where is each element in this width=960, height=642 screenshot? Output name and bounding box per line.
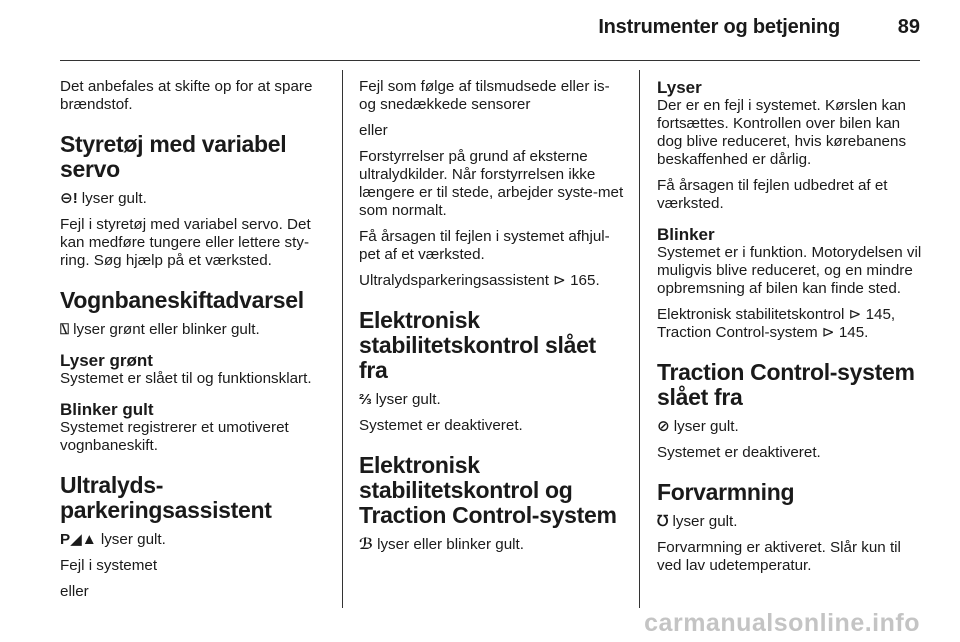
watermark: carmanualsonline.info: [644, 609, 920, 637]
tc-page-ref[interactable]: ⊳ 145.: [821, 324, 869, 341]
heading-blinks-yellow: Blinker gult: [60, 400, 154, 419]
servo-text: Fejl i styretøj med variabel servo. Det kan medføre tungere eller lettere sty-ring. Søg hjælp på et værksted.: [60, 216, 311, 269]
esc-ref-text: Elektronisk stabilitetskontrol: [657, 306, 845, 323]
intro-text: Det anbefales at skifte op for at spare brændstof.: [60, 78, 313, 113]
col2-p2: eller: [359, 122, 388, 139]
lane-status-line: [60, 321, 328, 339]
tc-status: lyser gult.: [673, 418, 739, 435]
green-text: Systemet er slået til og funktionsklart.: [60, 370, 312, 387]
column-2: [359, 78, 627, 562]
tc-status-line: [657, 418, 925, 436]
heading-lights-green: Lyser grønt: [60, 351, 153, 370]
col2-p4: Få årsagen til fejlen i systemet afhjul-pet af et værksted.: [359, 228, 610, 263]
preheat-icon: ᘮ: [657, 513, 669, 530]
park-assist-icon: P◢▲: [60, 531, 97, 548]
page-title: Instrumenter og betjening: [598, 16, 840, 38]
preheat-text: Forvarmning er aktiveret. Slår kun til ved lav udetemperatur.: [657, 539, 901, 574]
esc-tc-status-line: [359, 536, 627, 554]
blinks-p2: [657, 306, 925, 342]
heading-park-assist: Ultralyds-parkeringsassistent: [60, 472, 272, 523]
heading-lane-warning: Vognbaneskiftadvarsel: [60, 287, 304, 313]
traction-control-off-icon: ⊘: [657, 418, 670, 435]
servo-status-line: [60, 190, 328, 208]
heading-blinks: Blinker: [657, 225, 715, 244]
esc-page-ref[interactable]: ⊳ 145,: [848, 306, 896, 323]
esc-off-status: lyser gult.: [375, 391, 441, 408]
park-text-1: Fejl i systemet: [60, 557, 158, 574]
servo-status: lyser gult.: [81, 190, 147, 207]
heading-esc-off: Elektronisk stabilitetskontrol slået fra: [359, 307, 596, 383]
esc-off-status-line: [359, 391, 627, 409]
column-1: [60, 78, 328, 609]
esc-off-icon: ⅔: [359, 391, 372, 408]
blinks-p1: Systemet er i funktion. Motorydelsen vil muligvis blive reduceret, og en mindre opbremsning af bilen kan finde sted.: [657, 244, 922, 297]
preheat-status-line: [657, 513, 925, 531]
esc-off-text: Systemet er deaktiveret.: [359, 417, 523, 434]
tc-ref-text: Traction Control-system: [657, 324, 818, 341]
heading-preheat: Forvarmning: [657, 479, 795, 505]
lane-status: lyser grønt eller blinker gult.: [73, 321, 260, 338]
column-divider-1: [342, 70, 343, 608]
col2-p5: [359, 272, 627, 290]
blink-text: Systemet registrerer et umotiveret vognbaneskift.: [60, 419, 289, 454]
lights-p1: Der er en fejl i systemet. Kørslen kan fortsættes. Kontrollen over bilen kan dog blive reduceret, hvis kørebanens beskaffenhed er dårlig.: [657, 97, 907, 168]
park-ref-text: Ultralydsparkeringsassistent: [359, 272, 549, 289]
header-divider: [60, 60, 920, 61]
col2-p1: Fejl som følge af tilsmudsede eller is- og snedækkede sensorer: [359, 78, 610, 113]
heading-tc-off: Traction Control-system slået fra: [657, 359, 915, 410]
esc-tc-icon: ℬ: [359, 536, 374, 553]
page-header: [0, 0, 960, 60]
park-status: lyser gult.: [100, 531, 166, 548]
lane-departure-icon: ⍂: [60, 321, 70, 338]
page-number: 89: [897, 16, 920, 38]
lights-p2: Få årsagen til fejlen udbedret af et værksted.: [657, 177, 888, 212]
preheat-status: lyser gult.: [672, 513, 738, 530]
esc-tc-status: lyser eller blinker gult.: [377, 536, 524, 553]
park-text-2: eller: [60, 583, 89, 600]
column-3: [657, 78, 925, 583]
heading-servo: Styretøj med variabel servo: [60, 131, 287, 182]
park-page-ref[interactable]: ⊳ 165.: [553, 272, 600, 289]
steering-warning-icon: ⊖!: [60, 190, 78, 207]
column-divider-2: [639, 70, 640, 608]
heading-esc-tc: Elektronisk stabilitetskontrol og Traction Control-system: [359, 452, 617, 528]
park-status-line: [60, 531, 328, 549]
col2-p3: Forstyrrelser på grund af eksterne ultralydkilder. Når forstyrrelsen ikke længere er til stede, arbejder syste-met som normalt.: [359, 148, 624, 219]
tc-text: Systemet er deaktiveret.: [657, 444, 821, 461]
heading-lights: Lyser: [657, 78, 702, 97]
